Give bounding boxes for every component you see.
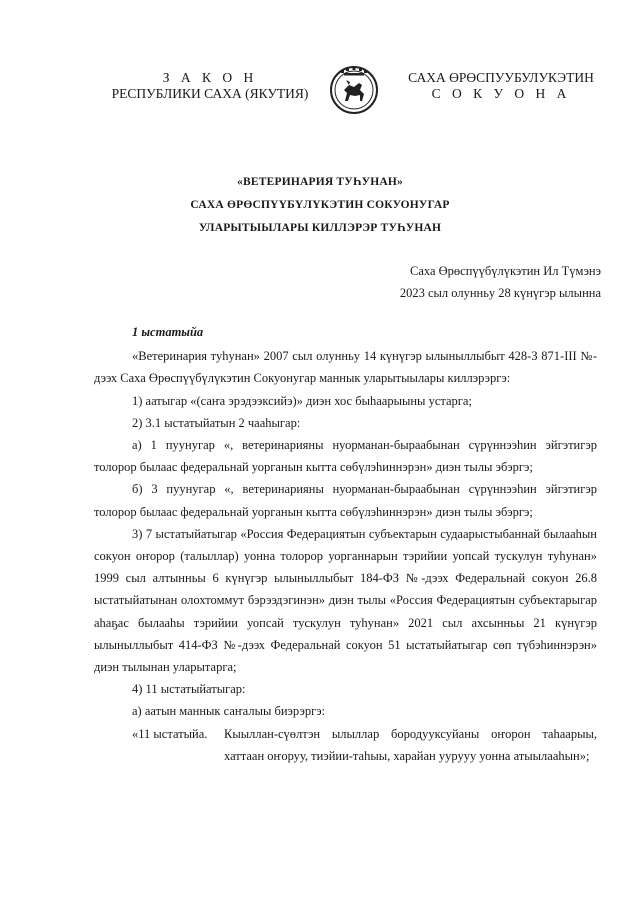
amendment-item-2a: а) 1 пуунугар «, ветеринарияны нуорманан-быраабынан сүрүннээһин эйгэтигэр толорор былаас федеральнай уорганын кытта сөбүлэһиннэрэн» диэн тылы эбэргэ; bbox=[94, 438, 597, 475]
document-title-line2: САХА ӨРӨСПҮҮБҮЛҮКЭТИН СОКУОНУГАР bbox=[190, 199, 450, 211]
amendment-item-4: 4) 11 ыстатыйатыгар: bbox=[132, 682, 246, 697]
amendment-item-2b: б) 3 пуунугар «, ветеринарияны нуорманан-быраабынан сүрүннээһин эйгэтигэр толорор былаас федеральнай уорганын кытта сөбүлэһиннэрэн» диэн тылы эбэргэ; bbox=[94, 482, 597, 519]
republic-name-sakha: САХА ӨРӨСПУУБУЛУКЭТИН bbox=[408, 70, 594, 85]
amendment-item-1: 1) аатыгар «(саҥа эрэдээксийэ)» диэн хос быһаарыыны устарга; bbox=[132, 393, 472, 408]
amendment-item-2: 2) 3.1 ыстатыйатын 2 чааһыгар: bbox=[132, 415, 301, 430]
amendment-item-3: 3) 7 ыстатыйатыгар «Россия Федерациятын субъектарын судаарыстыбаннай былааһын сокуон оҥорор (талыллар) уонна толорор уорганнарын тэрийии уопсай тускулун туһунан» 1999 сыл алтынньы 6 күнүгэр ылыныллыбыт 184-ФЗ №-дээх Федеральнай сокуон 26.8 ыстатыйатынан олохтоммут бэрээдэгинэн» диэн тылы «Россия Федерациятын субъектарыгар аһаҕас былааһы тэрийии уопсай тускулун туһунан» 2021 сыл ахсынньы 21 күнүгэр ылыныллыбыт 414-ФЗ №-дээх Федеральнай сокуон 51 ыстатыйатыгар сөп түбэһиннэрэн» диэн тылынан уларытарга; bbox=[94, 526, 597, 675]
header-left bbox=[100, 70, 320, 102]
coat-of-arms-emblem bbox=[329, 63, 379, 117]
quoted-article-title: Кыыллан-сүөлтэн ылыллар бородууксуйаны оҥорон таһаарыы, хаттаан оҥоруу, тиэйии-таһыы, харайан уурууу уонна атыылааһын»; bbox=[224, 726, 597, 763]
republic-name-ru: РЕСПУБЛИКИ САХА (ЯКУТИЯ) bbox=[111, 86, 309, 101]
article-heading: 1 ыстатыйа bbox=[132, 325, 204, 339]
adoption-body: Саха Өрөспүүбүлүкэтин Ил Түмэнэ bbox=[409, 264, 601, 278]
document-title-line3: УЛАРЫТЫЫЛАРЫ КИЛЛЭРЭР ТУҺУНАН bbox=[198, 222, 442, 234]
adoption-date: 2023 сыл олунньу 28 күнүгэр ылынна bbox=[399, 286, 601, 300]
law-label-sakha: С О К У О Н А bbox=[431, 86, 571, 101]
law-label: З А К О Н bbox=[162, 70, 258, 85]
quoted-article-number: «11 ыстатыйа. bbox=[132, 726, 208, 741]
header-right bbox=[398, 70, 604, 102]
document-body bbox=[94, 321, 597, 767]
amendment-item-4a: а) аатын маннык саҥалыы биэрэргэ: bbox=[132, 704, 326, 719]
adoption-note bbox=[400, 260, 601, 304]
quoted-article bbox=[94, 723, 597, 767]
article-intro: «Ветеринария туһунан» 2007 сыл олунньу 14 күнүгэр ылыныллыбыт 428-З 871-III №-дээх Саха Өрөспүүбүлүкэтин Сокуонугар маннык уларытыылары киллэрэргэ: bbox=[94, 349, 597, 386]
document-title-line1: «ВЕТЕРИНАРИЯ ТУҺУНАН» bbox=[237, 176, 403, 188]
